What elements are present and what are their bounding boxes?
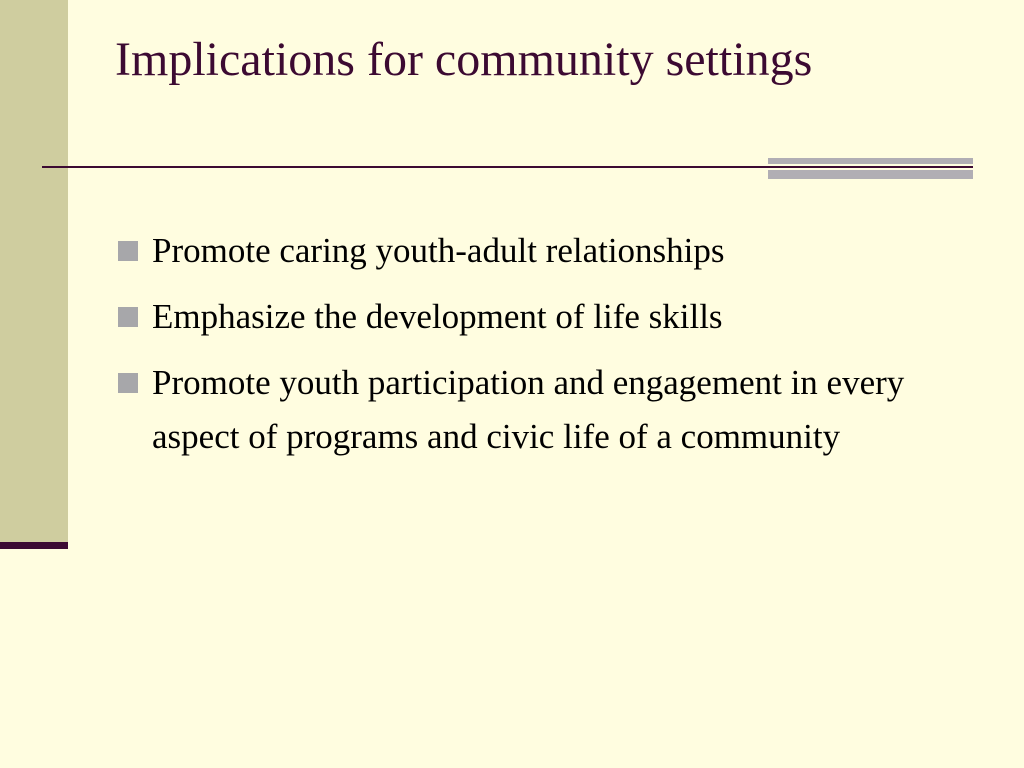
bullet-item bbox=[116, 356, 916, 464]
side-band-decoration bbox=[0, 0, 68, 542]
side-underline-decoration bbox=[0, 542, 68, 549]
accent-bar-bottom bbox=[768, 170, 973, 179]
slide-title: Implications for community settings bbox=[115, 33, 813, 86]
square-bullet-icon bbox=[118, 307, 138, 327]
bullet-text: Promote youth participation and engagement in every aspect of programs and civic life of a community bbox=[152, 363, 905, 456]
bullet-item bbox=[116, 224, 916, 278]
bullet-item bbox=[116, 290, 916, 344]
accent-bar-top bbox=[768, 158, 973, 164]
square-bullet-icon bbox=[118, 241, 138, 261]
square-bullet-icon bbox=[118, 373, 138, 393]
title-rule bbox=[42, 166, 973, 168]
bullet-text: Emphasize the development of life skills bbox=[152, 297, 723, 336]
bullet-list bbox=[116, 224, 916, 476]
bullet-text: Promote caring youth-adult relationships bbox=[152, 231, 725, 270]
